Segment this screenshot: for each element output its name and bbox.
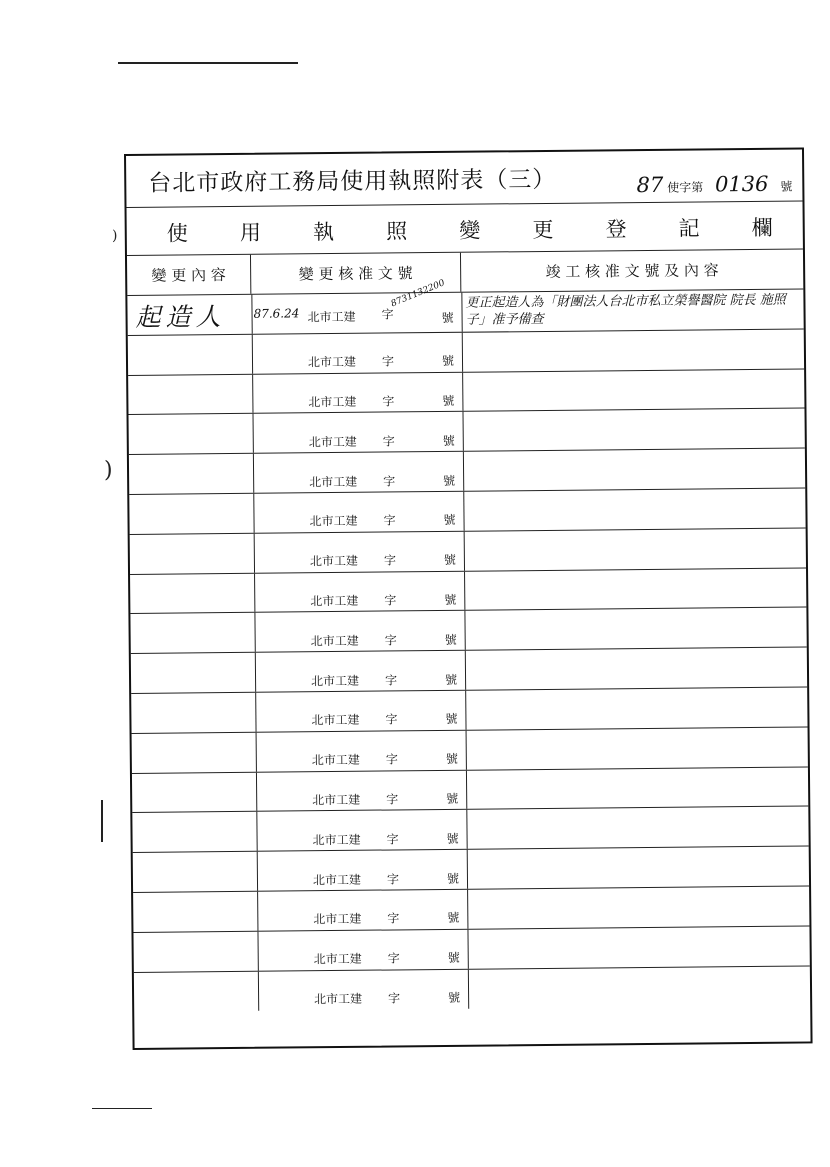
register-row [130, 528, 806, 574]
heading-char: 登 [605, 217, 627, 242]
stamp-zi: 字 [381, 307, 394, 322]
approval-text: 更正起造人為「財團法人台北市私立榮譽醫院 院長 施照子」准予備查 [465, 292, 786, 328]
heading-char: 照 [386, 219, 408, 244]
stamp-zi: 字 [388, 991, 401, 1006]
approval-doc-cell [258, 969, 469, 1011]
change-content-cell [130, 534, 255, 574]
completion-doc-cell [468, 966, 810, 1009]
change-content-cell [133, 931, 258, 971]
stamp-hao: 號 [445, 751, 458, 767]
permit-suffix: 號 [780, 179, 793, 194]
approval-stamp [258, 989, 461, 1007]
column-header-completion-doc: 竣 工 核 准 文 號 及 內 容 [545, 261, 719, 281]
completion-doc-cell [462, 329, 804, 371]
approval-doc-cell [257, 890, 468, 931]
completion-doc-cell [466, 727, 808, 769]
approval-doc-cell [251, 278, 462, 334]
approval-stamp [256, 750, 458, 768]
scan-artifact-bottom [92, 1108, 152, 1109]
change-content-cell [128, 374, 253, 414]
register-row [129, 488, 805, 534]
permit-number [637, 172, 793, 197]
stamp-hao: 號 [443, 553, 456, 568]
stamp-hao: 號 [442, 433, 455, 448]
stamp-hao: 號 [448, 991, 461, 1006]
heading-char: 更 [532, 217, 554, 243]
usage-permit-appendix-form [124, 147, 813, 1049]
completion-doc-cell [467, 926, 809, 968]
stamp-hao: 號 [446, 831, 459, 846]
approval-doc-cell [255, 691, 466, 732]
punch-hole-mark: ) [112, 228, 118, 244]
completion-doc-cell [462, 409, 804, 451]
stamp-office: 北市工建 [308, 394, 357, 410]
register-row [129, 409, 805, 455]
approval-doc-cell [253, 412, 464, 453]
stamp-hao: 號 [446, 791, 459, 806]
stamp-hao: 號 [446, 871, 460, 886]
approval-stamp [252, 392, 455, 410]
stamp-zi: 字 [383, 513, 396, 528]
approval-stamp [257, 909, 460, 927]
title-row [126, 149, 802, 207]
punch-hole-mark: ) [104, 458, 113, 483]
register-row [131, 648, 807, 694]
stamp-zi: 字 [382, 394, 395, 409]
permit-serial: 0136 [714, 171, 769, 197]
change-content-cell [132, 733, 257, 773]
approval-doc-cell [257, 850, 468, 891]
approval-stamp [255, 670, 458, 688]
approval-stamp [255, 631, 457, 648]
stamp-office: 北市工建 [310, 673, 360, 688]
stamp-office: 北市工建 [309, 474, 358, 489]
stamp-zi: 字 [385, 752, 398, 767]
approval-stamp [257, 869, 460, 887]
register-row [129, 449, 805, 495]
change-content-cell [129, 454, 254, 494]
approval-doc-cell [256, 731, 467, 772]
approval-stamp [253, 432, 455, 450]
stamp-hao: 號 [443, 473, 456, 488]
approval-doc-cell [254, 611, 465, 652]
stamp-hao: 號 [445, 712, 458, 727]
stamp-office: 北市工建 [312, 872, 362, 887]
stamp-office: 北市工建 [311, 713, 360, 728]
stamp-zi: 字 [386, 792, 399, 807]
column-header-change-content: 變 更 內 容 [127, 255, 251, 295]
change-content-cell [132, 812, 257, 852]
completion-doc-cell [465, 648, 807, 690]
stamp-office: 北市工建 [313, 951, 362, 967]
stamp-hao: 號 [444, 632, 457, 647]
approval-doc-cell [252, 372, 463, 413]
change-content-value: 起造人 [135, 302, 226, 332]
completion-doc-cell [461, 289, 803, 331]
section-heading [127, 201, 803, 255]
register-row [127, 278, 803, 335]
stamp-zi: 字 [386, 832, 399, 847]
stamp-zi: 字 [384, 672, 398, 688]
approval-doc-cell [254, 532, 465, 573]
heading-char: 欄 [751, 215, 773, 240]
approval-stamp [256, 790, 459, 808]
completion-doc-cell [462, 369, 804, 411]
change-content-cell [128, 335, 253, 375]
change-content-cell [133, 892, 258, 932]
stamp-office: 北市工建 [314, 992, 363, 1007]
approval-doc-cell [254, 571, 465, 612]
completion-doc-cell [465, 687, 807, 729]
completion-doc-cell [464, 608, 806, 650]
stamp-hao: 號 [444, 592, 457, 607]
stamp-hao: 號 [444, 672, 458, 687]
stamp-zi: 字 [384, 593, 397, 608]
change-content-cell [127, 295, 252, 335]
column-header-row [127, 249, 803, 295]
register-table-body [127, 278, 810, 1047]
stamp-zi: 字 [387, 911, 400, 926]
scan-artifact-side [101, 800, 103, 842]
register-row [132, 807, 808, 853]
register-row [133, 886, 809, 932]
stamp-zi: 字 [383, 473, 396, 489]
stamp-hao: 號 [442, 393, 455, 408]
stamp-office: 北市工建 [312, 792, 361, 808]
stamp-office: 北市工建 [310, 593, 359, 609]
stamp-zi: 字 [382, 434, 395, 449]
register-row [132, 727, 808, 773]
stamp-zi: 字 [387, 951, 400, 966]
permit-prefix: 使字第 [667, 180, 704, 195]
approval-stamp [254, 591, 457, 609]
heading-char: 變 [459, 218, 481, 243]
stamp-zi: 字 [381, 354, 395, 369]
approval-stamp [258, 949, 460, 967]
stamp-office: 北市工建 [312, 832, 361, 847]
register-row [133, 847, 809, 893]
approval-doc-cell [256, 810, 467, 851]
stamp-hao: 號 [441, 354, 455, 369]
approval-doc-number: 8731132200 [389, 278, 447, 310]
stamp-hao: 號 [443, 513, 456, 528]
change-content-cell [129, 494, 254, 534]
scan-artifact-top [118, 62, 298, 64]
stamp-office: 北市工建 [308, 434, 357, 450]
approval-doc-cell [257, 929, 468, 970]
change-content-cell [133, 852, 258, 892]
change-content-cell [132, 772, 257, 812]
change-content-cell [130, 613, 255, 653]
stamp-hao: 號 [441, 310, 454, 325]
stamp-office: 北市工建 [307, 309, 356, 325]
change-content-cell [131, 653, 256, 693]
completion-doc-cell [467, 886, 809, 928]
stamp-office: 北市工建 [313, 912, 362, 927]
change-content-cell [130, 573, 255, 613]
stamp-zi: 字 [384, 633, 397, 648]
completion-doc-cell [463, 488, 805, 530]
stamp-office: 北市工建 [309, 553, 358, 569]
approval-stamp [254, 551, 456, 569]
stamp-hao: 號 [447, 950, 460, 966]
permit-year: 87 [636, 172, 664, 198]
completion-doc-cell [467, 847, 809, 889]
change-content-cell [134, 971, 259, 1012]
register-row [134, 966, 810, 1012]
stamp-zi: 字 [383, 553, 396, 568]
stamp-zi: 字 [385, 712, 398, 727]
heading-char: 執 [312, 219, 335, 245]
approval-stamp [257, 830, 459, 847]
register-row [128, 369, 804, 415]
heading-char: 記 [678, 216, 700, 241]
approval-stamp [255, 710, 458, 728]
approval-doc-cell [253, 452, 464, 493]
stamp-office: 北市工建 [309, 514, 358, 529]
completion-doc-cell [463, 449, 805, 491]
heading-char: 使 [166, 221, 188, 246]
register-row [131, 687, 807, 733]
register-row [130, 608, 806, 654]
change-content-cell [129, 414, 254, 454]
register-row [130, 568, 806, 614]
heading-char: 用 [239, 220, 262, 245]
register-row [128, 329, 804, 375]
change-content-cell [131, 693, 256, 733]
form-title: 台北市政府工務局使用執照附表（三） [148, 166, 557, 197]
approval-stamp [252, 352, 455, 370]
approval-doc-cell [256, 770, 467, 811]
stamp-hao: 號 [447, 911, 460, 926]
completion-doc-cell [466, 807, 808, 849]
approval-stamp [253, 471, 456, 489]
stamp-office: 北市工建 [310, 633, 359, 648]
register-row [133, 926, 809, 972]
stamp-office: 北市工建 [307, 354, 357, 370]
approval-doc-cell [255, 651, 466, 692]
approval-doc-cell [253, 492, 464, 533]
approval-doc-cell [252, 333, 463, 374]
approval-date: 87.6.24 [253, 306, 300, 321]
column-header-approval-doc: 變 更 核 准 文 號 [251, 253, 461, 294]
stamp-zi: 字 [386, 871, 400, 887]
completion-doc-cell [464, 568, 806, 610]
register-row [132, 767, 808, 813]
approval-stamp [253, 511, 456, 529]
completion-doc-cell [464, 528, 806, 570]
stamp-office: 北市工建 [311, 752, 360, 768]
completion-doc-cell [466, 767, 808, 809]
